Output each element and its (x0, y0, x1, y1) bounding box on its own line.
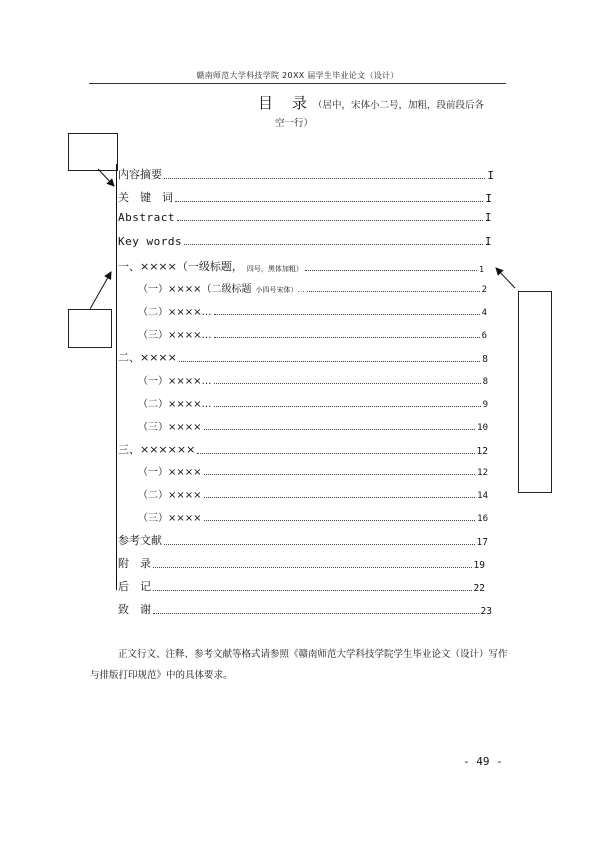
toc-title-note: （居中，宋体小二号，加粗，段前段后各 (313, 100, 485, 111)
toc-entry-label: 后 记 (118, 580, 151, 593)
toc-leader-dots (214, 337, 480, 338)
toc-entry-page: 19 (473, 560, 485, 571)
toc-entry-page: 6 (481, 331, 487, 341)
format-instruction-paragraph: 正文行文、注释、参考文献等格式请参照《赣南师范大学科技学院学生毕业论文（设计）写作与排版打印规范》中的具体要求。 (90, 649, 508, 681)
arrow-to-page-number (496, 268, 515, 288)
arrow-to-toc-start (98, 169, 114, 186)
toc-entry-label: 致 谢 (118, 603, 151, 616)
toc-entry-page: 12 (477, 468, 488, 478)
toc-leader-dots (204, 474, 476, 475)
toc-leader-dots (214, 406, 481, 407)
toc-entry (138, 509, 488, 524)
toc-entry (138, 463, 488, 478)
toc-entry (118, 349, 488, 365)
toc-entry-page: I (484, 211, 492, 224)
toc-entry-label: 一、××××（一级标题， (118, 260, 243, 273)
arrow-to-level1-heading (90, 272, 111, 309)
toc-entry-label: （三）××××… (138, 330, 212, 341)
toc-entry-label: Abstract (118, 211, 175, 224)
toc-entry-label: 三、×××××× (118, 443, 196, 456)
toc-entry-format-note: 小四号宋体）… (255, 286, 305, 294)
toc-entry-label: （三）×××× (138, 422, 202, 433)
toc-title: 目 录 (258, 94, 310, 112)
toc-title-note-continued: 空一行） (275, 118, 314, 129)
toc-entry-page: 8 (482, 354, 488, 365)
toc-entry-format-note: 四号，黑体加粗） (246, 265, 303, 273)
toc-entry-page: 12 (476, 446, 488, 457)
toc-entry-label: （三）×××× (138, 513, 202, 524)
toc-leader-dots (184, 244, 483, 245)
toc-entry-page: 1 (479, 265, 484, 274)
toc-entry-page: 4 (481, 308, 487, 318)
toc-leader-dots (153, 613, 479, 614)
toc-entry (118, 601, 492, 617)
toc-leader-dots (204, 520, 476, 521)
toc-entry-page: 23 (480, 606, 492, 617)
page-number: - 49 - (463, 755, 503, 768)
toc-entry-label: （二）××××… (138, 399, 212, 410)
toc-entry-label: （一）××××（二级标题 (138, 284, 252, 295)
toc-entry-label: 内容摘要 (118, 168, 162, 181)
toc-leader-dots (153, 590, 472, 591)
toc-entry-label: （一）××××… (138, 376, 212, 387)
toc-entry-page: I (485, 192, 492, 205)
toc-leader-dots (307, 291, 480, 292)
toc-entry-page: 9 (482, 400, 488, 410)
toc-entry-page: 14 (477, 491, 488, 501)
toc-entry (118, 235, 492, 248)
toc-entry-page: 17 (476, 537, 488, 548)
toc-entry (138, 372, 488, 387)
toc-leader-dots (177, 220, 483, 221)
toc-leader-dots (204, 497, 476, 498)
toc-leader-dots (179, 361, 480, 362)
toc-entry (118, 532, 488, 548)
toc-entry-label: 二、×××× (118, 351, 177, 364)
toc-entry-label: 关 键 词 (118, 191, 173, 204)
toc-entry (138, 280, 487, 295)
toc-entry (138, 303, 487, 318)
toc-entry (118, 166, 494, 182)
toc-entry (118, 258, 484, 274)
toc-entry (138, 486, 488, 501)
toc-entry (118, 441, 488, 457)
toc-entry-label: Key words (118, 235, 183, 248)
toc-leader-dots (305, 270, 477, 271)
toc-leader-dots (204, 429, 476, 430)
toc-entry-label: （一）×××× (138, 467, 202, 478)
toc-entry (118, 555, 485, 571)
toc-leader-dots (164, 178, 485, 179)
toc-entry-page: I (484, 235, 492, 248)
toc-entry (138, 418, 488, 433)
toc-leader-dots (214, 314, 480, 315)
toc-entry-page: 2 (481, 285, 487, 295)
toc-entry-page: 22 (473, 583, 485, 594)
toc-entry-page: 10 (477, 423, 488, 433)
toc-entry (138, 326, 487, 341)
toc-leader-dots (197, 453, 474, 454)
toc-entry (118, 578, 485, 594)
running-header: 赣南师范大学科技学院 20XX 届学生毕业论文（设计） (196, 71, 399, 80)
toc-entry (118, 189, 492, 205)
toc-leader-dots (214, 383, 481, 384)
toc-entry-label: （二）××××… (138, 307, 212, 318)
toc-entry (118, 211, 492, 224)
toc-leader-dots (153, 567, 472, 568)
toc-entry-label: （二）×××× (138, 490, 202, 501)
toc-entry-page: I (487, 169, 494, 182)
toc-entry-label: 参考文献 (118, 534, 162, 547)
toc-entry-label: 附 录 (118, 557, 151, 570)
toc-entry-page: 16 (477, 514, 488, 524)
toc-leader-dots (164, 544, 475, 545)
toc-entry-page: 8 (482, 377, 488, 387)
toc-leader-dots (175, 201, 483, 202)
toc-entry (138, 395, 488, 410)
